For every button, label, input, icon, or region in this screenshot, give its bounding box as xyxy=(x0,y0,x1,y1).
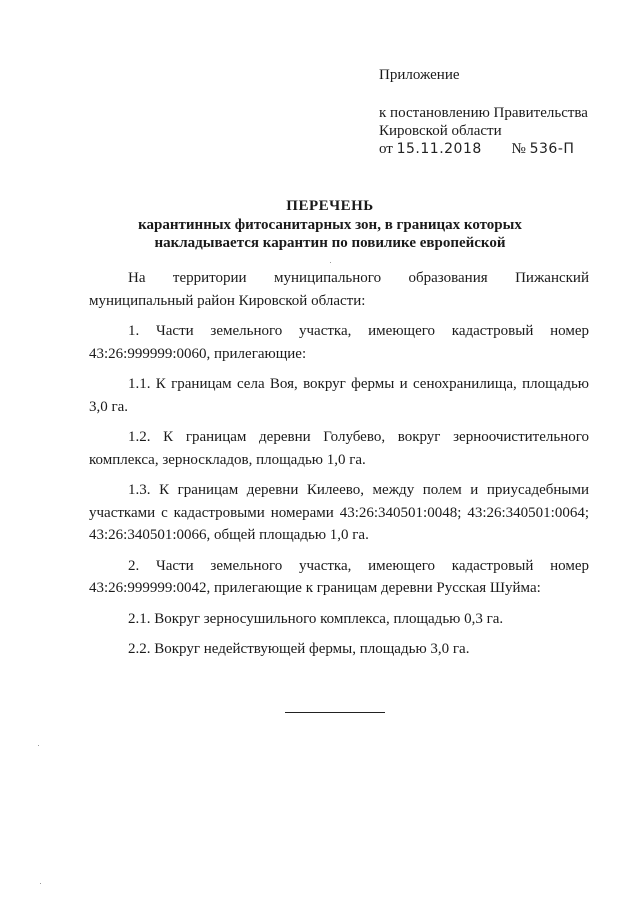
document-title xyxy=(100,197,560,252)
number-prefix: № xyxy=(511,141,526,157)
paragraph-intro: На территории муниципального образования Пижанский муниципальный район Кировской области: xyxy=(89,270,589,309)
paragraph-1: 1. Части земельного участка, имеющего кадастровый номер 43:26:999999:0060, прилегающие: xyxy=(89,323,589,362)
title-line-1: карантинных фитосанитарных зон, в границах которых xyxy=(138,217,522,233)
handwritten-date: 15.11.2018 xyxy=(396,141,482,157)
paragraph-1-2: 1.2. К границам деревни Голубево, вокруг зерноочистительного комплекса, зерноскладов, площадью 1,0 га. xyxy=(89,429,589,468)
title-main: ПЕРЕЧЕНЬ xyxy=(286,198,374,214)
paragraph-1-3: 1.3. К границам деревни Килеево, между полем и приусадебными участками с кадастровыми номерами 43:26:340501:0048; 43:26:340501:0064; 43:26:340501:0066, общей площадью 1,0 га. xyxy=(89,482,589,543)
paragraph-1-1: 1.1. К границам села Воя, вокруг фермы и сенохранилища, площадью 3,0 га. xyxy=(89,376,589,415)
appendix-header xyxy=(379,66,629,158)
paragraph-2-1: 2.1. Вокруг зерносушильного комплекса, площадью 0,3 га. xyxy=(128,610,504,627)
date-prefix: от xyxy=(379,141,393,157)
scan-speck xyxy=(40,883,41,884)
document-body xyxy=(89,267,589,669)
paragraph-2-2: 2.2. Вокруг недействующей фермы, площадью 3,0 га. xyxy=(128,641,470,657)
scan-speck xyxy=(38,745,39,746)
closing-rule xyxy=(285,712,385,713)
appendix-label: Приложение xyxy=(379,67,460,83)
appendix-date-number xyxy=(379,140,629,158)
title-line-2: накладывается карантин по повилике европейской xyxy=(154,235,506,251)
paragraph-2: 2. Части земельного участка, имеющего кадастровый номер 43:26:999999:0042, прилегающие к границам деревни Русская Шуйма: xyxy=(89,557,589,596)
handwritten-number: 536-П xyxy=(529,141,575,157)
appendix-resolution: к постановлению Правительства xyxy=(379,105,588,121)
appendix-region: Кировской области xyxy=(379,123,502,139)
scan-speck xyxy=(330,262,331,263)
